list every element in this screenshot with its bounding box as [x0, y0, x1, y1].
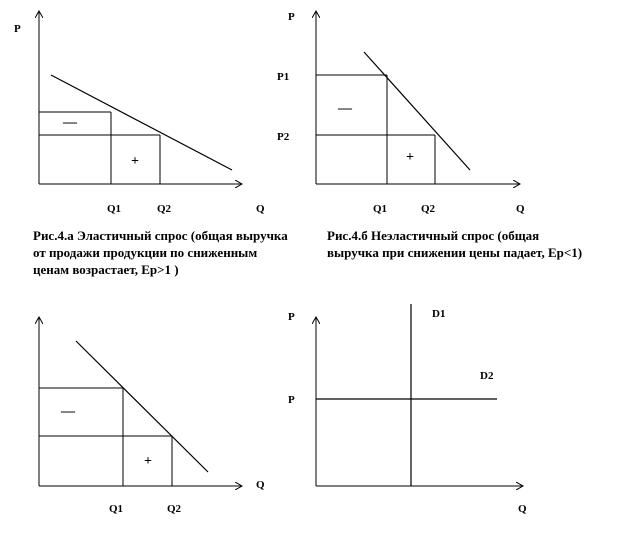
diagram-d-y-label: P	[288, 311, 295, 323]
diagram-b-caption: Рис.4.б Неэластичный спрос (общая выручка при снижении цены падает, Ер<1)	[327, 228, 583, 260]
diagram-a-minus-sign: —	[63, 115, 77, 130]
diagram-b-minus-sign: —	[338, 101, 352, 116]
diagram-b	[277, 11, 525, 215]
diagram-c-minus-sign: —	[61, 404, 75, 419]
diagram-d-price-label: P	[288, 394, 295, 406]
diagram-d-d1-label: D1	[432, 308, 446, 320]
diagram-a-y-label: P	[14, 23, 21, 35]
diagram-b-q1-label: Q1	[373, 203, 388, 215]
diagram-c-demand-line	[76, 341, 208, 472]
diagram-c	[39, 318, 265, 515]
diagram-d-x-label: Q	[518, 503, 527, 515]
diagram-a-demand-line	[51, 75, 232, 170]
diagram-d-d2-label: D2	[480, 370, 494, 382]
diagram-b-plus-sign: +	[406, 150, 414, 165]
diagram-b-p2-label: P2	[277, 131, 290, 143]
diagram-a-caption: Рис.4.а Эластичный спрос (общая выручка от продажи продукции по сниженным ценам возрастает, Ер>1 )	[33, 228, 288, 277]
diagram-b-demand-line	[364, 52, 470, 170]
diagram-c-q2-label: Q2	[167, 503, 182, 515]
diagram-a-q2-label: Q2	[157, 203, 172, 215]
diagram-a	[14, 12, 265, 215]
diagram-a-x-label: Q	[256, 203, 265, 215]
diagram-b-q2-label: Q2	[421, 203, 436, 215]
diagram-d	[288, 304, 527, 515]
diagram-b-p1-label: P1	[277, 71, 290, 83]
diagram-b-x-label: Q	[516, 203, 525, 215]
diagram-c-x-label: Q	[256, 479, 265, 491]
diagram-c-plus-sign: +	[144, 454, 152, 469]
diagram-a-q1-label: Q1	[107, 203, 122, 215]
diagram-b-y-label: P	[288, 11, 295, 23]
diagram-a-plus-sign: +	[131, 154, 139, 169]
diagram-c-q1-label: Q1	[109, 503, 124, 515]
